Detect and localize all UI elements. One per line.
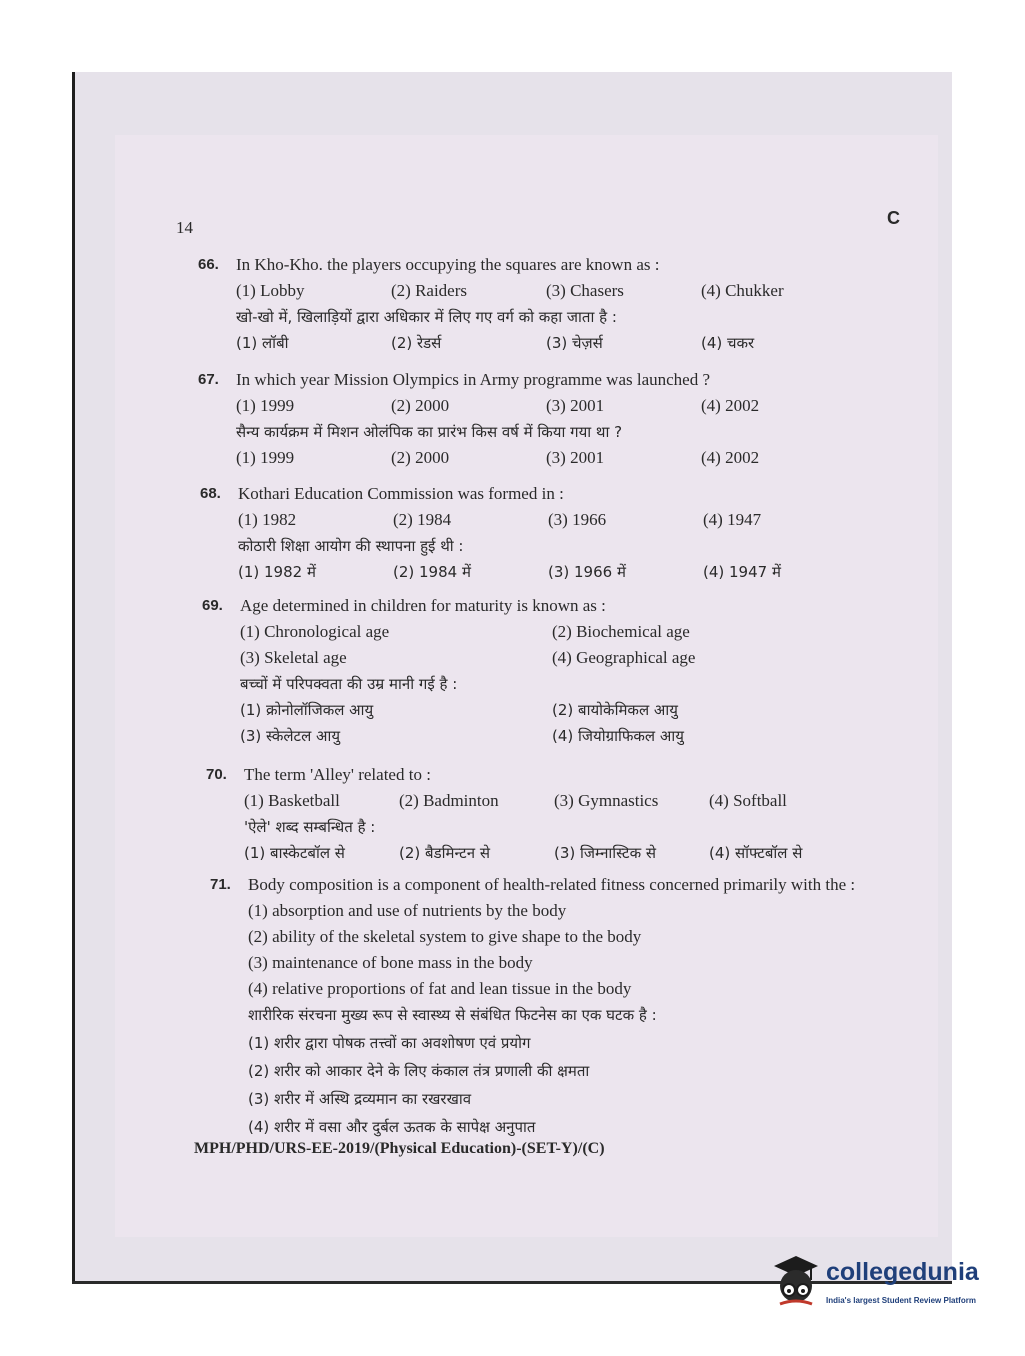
option-3: (3) Skeletal age [240,648,347,667]
option-2-hi: (2) 1984 में [393,563,471,581]
option-1: (1) 1999 [236,396,295,415]
question-text-en: Body composition is a component of health-related fitness concerned primarily with the : [248,875,856,894]
question-number: 70. [206,766,227,783]
option-3: (3) maintenance of bone mass in the body [248,953,533,972]
option-4: (4) Geographical age [552,648,696,667]
option-2-hi: (2) रेडर्स [391,334,442,352]
option-2: (2) Badminton [399,791,499,810]
question-text-hi: कोठारी शिक्षा आयोग की स्थापना हुई थी : [238,537,464,555]
option-3-hi: (3) चेज़र्स [546,334,603,352]
question-text-hi: बच्चों में परिपक्वता की उम्र मानी गई है : [240,675,458,693]
paper-code-footer: MPH/PHD/URS-EE-2019/(Physical Education)-(SET-Y)/(C) [194,1140,605,1157]
option-1: (1) Basketball [244,791,340,810]
option-4-hi: (4) 1947 में [703,563,781,581]
question-text-en: Kothari Education Commission was formed in : [238,484,564,503]
option-1-hi: (1) शरीर द्वारा पोषक तत्त्वों का अवशोषण एवं प्रयोग [248,1034,531,1052]
question-text-hi: खो-खो में, खिलाड़ियों द्वारा अधिकार में लिए गए वर्ग को कहा जाता है : [236,308,617,326]
option-4: (4) 2002 [701,396,760,415]
option-4: (4) 1947 [703,510,762,529]
option-4: (4) relative proportions of fat and lean tissue in the body [248,979,632,998]
option-3-hi: (3) 1966 में [548,563,626,581]
question-number: 66. [198,256,219,273]
option-3: (3) 1966 [548,510,607,529]
option-1-hi: (1) लॉबी [236,334,289,352]
option-1: (1) absorption and use of nutrients by the body [248,901,567,920]
question-text-hi: शारीरिक संरचना मुख्य रूप से स्वास्थ्य से संबंधित फिटनेस का एक घटक है : [248,1006,657,1024]
question-text-en: In which year Mission Olympics in Army programme was launched ? [236,370,711,389]
question-text-en: Age determined in children for maturity is known as : [240,596,606,615]
option-4-hi: (4) चकर [701,334,755,352]
option-3-hi: (3) स्केलेटल आयु [240,727,341,745]
option-3-hi: (3) शरीर में अस्थि द्रव्यमान का रखरखाव [248,1090,472,1108]
option-3: (3) Chasers [546,281,624,300]
option-1-hi: (1) 1999 [236,448,295,467]
option-3-hi: (3) 2001 [546,448,605,467]
question-text-hi: 'ऐले' शब्द सम्बन्धित है : [244,818,376,836]
option-3: (3) 2001 [546,396,605,415]
option-1-hi: (1) बास्केटबॉल से [244,844,345,862]
question-text-en: In Kho-Kho. the players occupying the squares are known as : [236,255,660,274]
question-text-en: The term 'Alley' related to : [244,765,431,784]
option-2: (2) 1984 [393,510,452,529]
option-4-hi: (4) जियोग्राफिकल आयु [552,727,684,745]
option-1-hi: (1) क्रोनोलॉजिकल आयु [240,701,374,719]
option-1-hi: (1) 1982 में [238,563,316,581]
option-1: (1) Lobby [236,281,305,300]
question-text-hi: सैन्य कार्यक्रम में मिशन ओलंपिक का प्रारंभ किस वर्ष में किया गया था ? [236,423,623,441]
option-3: (3) Gymnastics [554,791,659,810]
collegedunia-watermark [766,1248,996,1318]
option-3-hi: (3) जिम्नास्टिक से [554,844,657,862]
question-number: 69. [202,597,223,614]
option-2: (2) ability of the skeletal system to give shape to the body [248,927,642,946]
option-4-hi: (4) शरीर में वसा और दुर्बल ऊतक के सापेक्ष अनुपात [248,1118,536,1136]
option-2: (2) Raiders [391,281,468,300]
graduate-mascot-icon [766,1248,826,1318]
option-1: (1) 1982 [238,510,297,529]
option-4-hi: (4) सॉफ्टबॉल से [709,844,803,862]
option-4: (4) Chukker [701,281,784,300]
option-1: (1) Chronological age [240,622,390,641]
option-2-hi: (2) शरीर को आकार देने के लिए कंकाल तंत्र प्रणाली की क्षमता [248,1062,590,1080]
option-2-hi: (2) बैडमिन्टन से [399,844,490,862]
set-code: C [887,208,900,228]
option-2-hi: (2) बायोकेमिकल आयु [552,701,678,719]
option-2: (2) Biochemical age [552,622,690,641]
brand-tagline: India's largest Student Review Platform [826,1296,976,1305]
option-2-hi: (2) 2000 [391,448,450,467]
scan-edge-left [72,72,75,1284]
option-4-hi: (4) 2002 [701,448,760,467]
question-number: 68. [200,485,221,502]
brand-name: collegedunia [826,1258,979,1286]
question-number: 71. [210,876,231,893]
page-number: 14 [176,218,193,237]
option-4: (4) Softball [709,791,787,810]
option-2: (2) 2000 [391,396,450,415]
question-number: 67. [198,371,219,388]
